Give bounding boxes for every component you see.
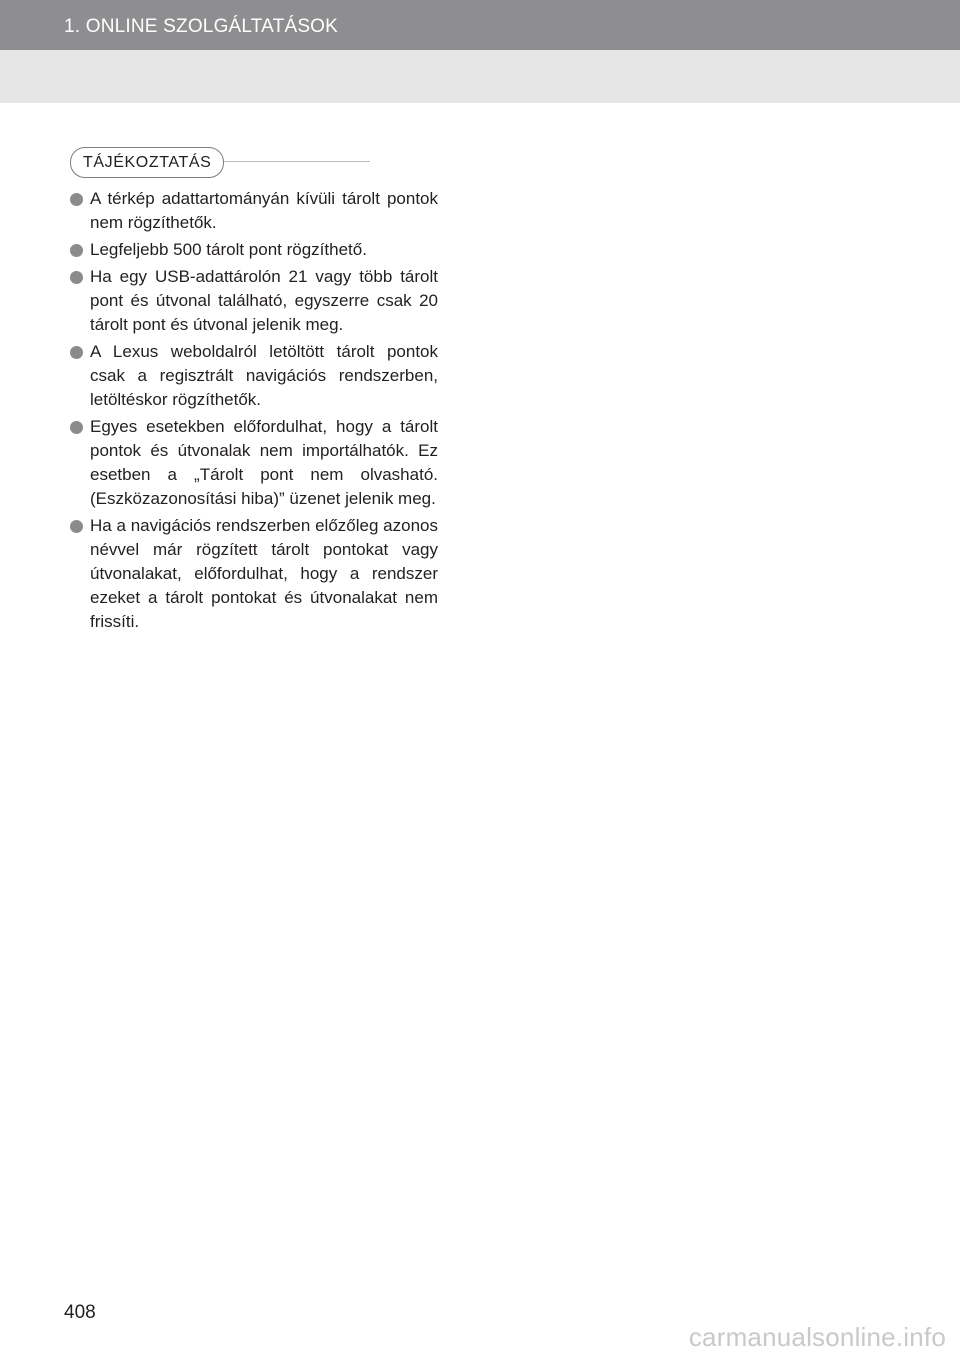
info-label-wrap	[64, 143, 438, 181]
info-box	[64, 143, 438, 637]
list-item	[64, 238, 438, 262]
list-item	[64, 415, 438, 511]
note-text: Egyes esetekben előfordulhat, hogy a tárolt pontok és útvonalak nem importálhatók. Ez esetben a „Tárolt pont nem olvasható. (Eszközazonosítási hiba)” üzenet jelenik meg.	[90, 417, 438, 508]
bullet-icon	[70, 346, 83, 359]
bullet-icon	[70, 421, 83, 434]
bullet-icon	[70, 193, 83, 206]
list-item	[64, 514, 438, 634]
section-title: 1. ONLINE SZOLGÁLTATÁSOK	[64, 16, 339, 37]
note-text: Ha egy USB-adattárolón 21 vagy több tárolt pont és útvonal található, egyszerre csak 20 tárolt pont és útvonal jelenik meg.	[90, 267, 438, 334]
info-label: TÁJÉKOZTATÁS	[70, 147, 224, 178]
note-text: Legfeljebb 500 tárolt pont rögzíthető.	[90, 240, 367, 259]
list-item	[64, 265, 438, 337]
note-text: Ha a navigációs rendszerben előzőleg azonos névvel már rögzített tárolt pontokat vagy útvonalakat, előfordulhat, hogy a rendszer ezeket a tárolt pontokat és útvonalakat nem frissíti.	[90, 516, 438, 631]
page-number: 408	[64, 1302, 96, 1323]
watermark: carmanualsonline.info	[688, 1322, 946, 1352]
list-item	[64, 187, 438, 235]
bullet-icon	[70, 271, 83, 284]
note-text: A Lexus weboldalról letöltött tárolt pontok csak a regisztrált navigációs rendszerben, letöltéskor rögzíthetők.	[90, 342, 438, 409]
note-text: A térkép adattartományán kívüli tárolt pontok nem rögzíthetők.	[90, 189, 438, 232]
list-item	[64, 340, 438, 412]
section-header-bar	[0, 0, 960, 50]
bullet-icon	[70, 520, 83, 533]
bullet-icon	[70, 244, 83, 257]
info-notes-list	[64, 187, 438, 634]
header-band	[0, 50, 960, 103]
